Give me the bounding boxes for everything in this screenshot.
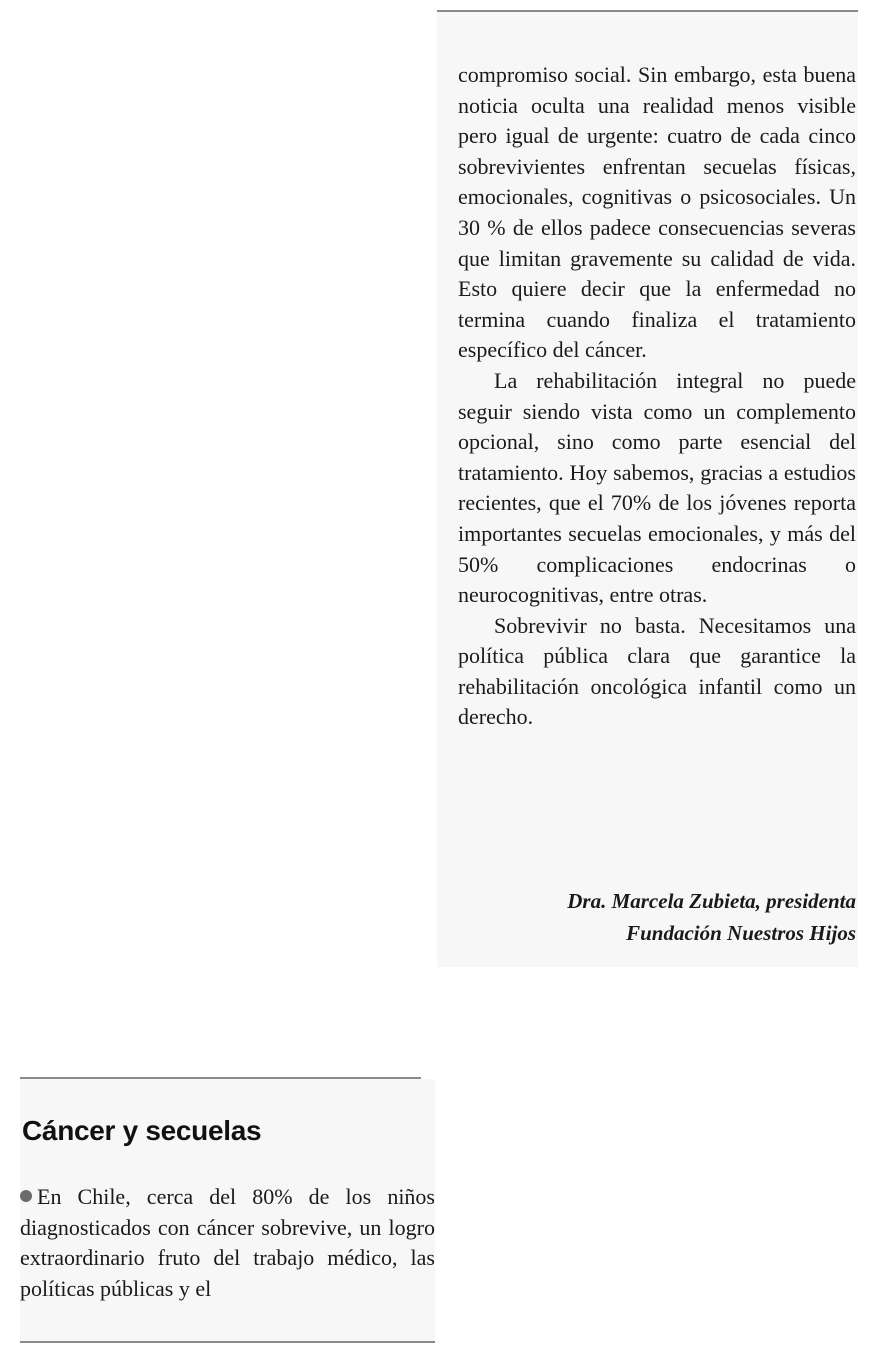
letter-paragraph: compromiso social. Sin embargo, esta buena noticia oculta una realidad menos visible pero igual de urgente: cuatro de cada cinco sobrevivientes enfrentan secuelas físicas, emocionales, cognitivas o psicosociales. Un 30 % de ellos padece consecuencias severas que limitan gravemente su calidad de vida. Esto quiere decir que la enfermedad no termina cuando finaliza el tratamiento específico del cáncer. (458, 62, 856, 363)
letter-paragraph: La rehabilitación integral no puede seguir siendo vista como un complemento opcional, sino como parte esencial del tratamiento. Hoy sabemos, gracias a estudios recientes, que el 70% de los jóvenes reporta importantes secuelas emocionales, y más del 50% complicaciones endocrinas o neurocognitivas, entre otras. (458, 367, 856, 608)
lead-text: En Chile, cerca del 80% de los niños diagnosticados con cáncer sobrevive, un logro extraordinario fruto del trabajo médico, las políticas públicas y el (20, 1184, 435, 1301)
bullet-dot-icon (20, 1190, 32, 1202)
signature-organization: Fundación Nuestros Hijos (626, 921, 856, 945)
bottom-rule-left (20, 1341, 435, 1343)
letter-signature (458, 885, 856, 949)
letter-headline: Cáncer y secuelas (22, 1115, 262, 1146)
letter-body (458, 60, 856, 733)
signature-author: Dra. Marcela Zubieta, presidenta (567, 889, 856, 913)
letter-lead (20, 1182, 435, 1304)
letter-paragraph: Sobrevivir no basta. Necesitamos una política pública clara que garantice la rehabilitación oncológica infantil como un derecho. (458, 612, 856, 730)
lead-paragraph (20, 1182, 435, 1304)
